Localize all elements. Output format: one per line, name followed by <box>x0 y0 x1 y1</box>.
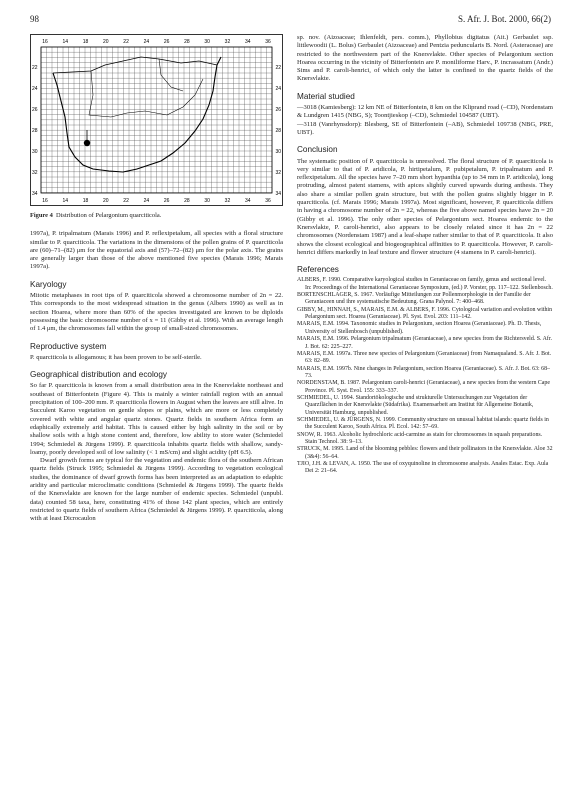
reference-item: ALBERS, F. 1990. Comparative karyological studies in Geraniaceae on family, genus and sectional level. In: Proceedings of the International Geraniaceae Symposium, (ed.) P. Vorster, pp. 117–122. Stellenbosch. <box>297 277 553 291</box>
longitude-tick-label: 16 <box>42 39 48 45</box>
longitude-tick-label: 16 <box>42 198 48 204</box>
latitude-tick-label: 24 <box>275 86 281 92</box>
reference-item: SNOW, R. 1963. Alcoholic hydrochloric acid-carmine as stain for chromosomes in squash preparations. Stain Technol. 38: 9–13. <box>297 431 543 445</box>
reference-item: NORDENSTAM, B. 1987. Pelargonium caroli-henrici (Geraniaceae), a new species from the western Cape Province. Pl. Syst. Evol. 155: 333–337. <box>297 380 550 394</box>
reference-item: BORTENSCHLAGER, S. 1967. Vorläufige Mitteilungen zur Pollenmorphologie in der Familie der Geraniaceen und ihre systematische Bedeutung. Grana Palynol. 7: 400–468. <box>297 292 531 306</box>
latitude-tick-label: 26 <box>275 107 281 113</box>
longitude-tick-label: 36 <box>265 198 271 204</box>
page-number: 98 <box>30 14 39 24</box>
longitude-tick-label: 26 <box>163 39 170 45</box>
longitude-tick-label: 24 <box>143 198 150 204</box>
karyology-paragraph: Mitotic metaphases in root tips of P. quarciticola showed a chromosome number of 2n = 22. This corresponds to the most widespread situation in the genus (Albers 1990) as well as in section Hoarea, where more than 60% of the species investigated are known to be diploids possessing the basic chromosome number of x = 11 (Gibby et al. 1996). With an average length of 1.4 μm, the chromosomes fall within the group of small-sized chromosomes. <box>30 292 283 333</box>
conclusion-paragraph: The systematic position of P. quarciticola is unresolved. The floral structure of P. quarciticola is very similar to that of P. aridicola, P. hirtipetalum, P. pubipetalum, P. tripalmatum and P. reflexipetalum. All the species have 7–20 mm short hypanthia (up to 34 mm in P. aridicola), long protruding, almost patent stamens, with apices slightly curved upwards during anthesis. They also share a similar pollen grain structure, but with the pollen grains slightly bigger in P. quarciticola. (cf. Marais 1996; Marais 1997a). Most significant, however, P. quarciticola differs in having a chromosome number of 2n = 22, whereas the five above named species have 2n = 20 (Gibby et al. 1996). The only other species of Pelargonium sect. Hoarea endemic to the Knersvlakte, P. caroli-henrici, also appears to be closely related since it has 2n = 22 chromosomes (Nordenstam 1987) and a leaf-shape rather similar to that of P. quarciticola. It also shows the closest ecological and biogeographical affinities to P. quarciticola. However, P. caroli-henrici differs markedly in leaf texture and flower structure (4 stamens in P. caroli-henrici). <box>297 157 553 256</box>
longitude-tick-label: 34 <box>244 198 251 204</box>
figure-caption-label: Figure 4 <box>30 212 53 219</box>
heading-material-studied: Material studied <box>297 91 355 101</box>
longitude-tick-label: 14 <box>62 39 69 45</box>
longitude-tick-label: 30 <box>204 39 210 45</box>
reference-item: TJIO, J.H. & LEVAN, A. 1950. The use of oxyquinoline in chromosome analysis. Anales Estac. Exp. Aula Dei 2: 21–64. <box>297 461 549 475</box>
heading-karyology: Karyology <box>30 279 67 289</box>
reference-item: MARAIS, E.M. 1997a. Three new species of Pelargonium (Geraniaceae) from Namaqualand. S. Afr. J. Bot. 63: 82–89. <box>297 350 552 365</box>
border-line-2 <box>89 71 203 117</box>
longitude-tick-label: 22 <box>123 39 129 45</box>
distribution-paragraph-1: So far P. quarciticola is known from a small distribution area in the Knersvlakte northeast and southeast of Bitterfontein (Figure 4). This is mainly a winter rainfall region with an annual precipitation of 100–200 mm. P. quarciticola flowers in August when the leaves are still alive. In Succulent Karoo vegetation on gentle slopes or plains, which are more or less completely covered with white and angular quartz stones. Quartz fields in southern Africa form an edaphically extremely arid habitat. This is caused either by high salinity in the soil or by shallow soils with a high stone content and, therefore, low ability to store water (Schmiedel 1994; Schmiedel & Jürgens 1999). P. quarciticola inhabits quartz fields with shallow, sandy-loamy, poorly developed soil of low salinity (< 1 mS/cm) and slight acidity (pH 6.5). <box>30 382 283 456</box>
longitude-tick-label: 20 <box>103 39 109 45</box>
latitude-tick-label: 24 <box>32 86 38 92</box>
latitude-tick-label: 32 <box>32 170 38 176</box>
longitude-tick-label: 28 <box>184 198 190 204</box>
reference-item: GIBBY, M., HINNAH, S., MARAIS, E.M. & ALBERS, F. 1996. Cytological variation and evolution within Pelargonium sect. Hoarea (Geraniaceae). Pl. Syst. Evol. 203: 111–142. <box>297 306 553 321</box>
longitude-tick-label: 32 <box>224 198 231 204</box>
longitude-tick-label: 22 <box>123 198 129 204</box>
longitude-tick-label: 36 <box>265 39 271 45</box>
latitude-tick-label: 22 <box>32 65 38 71</box>
distribution-paragraph-2: Dwarf growth forms are typical for the vegetation and endemic flora of the southern African quartz fields (Struck 1995; Schmiedel & Jürgens 1999). According to vegetation ecological studies, the dominance of dwarf growth forms has been interpreted as an adaptation to edaphic aridity and particular microclimatic conditions (Schmiedel & Jürgens 1999). The quartz fields of the Knersvlakte are known for the large number of endemic species. Schmiedel (unpubl. data) counted 58 taxa, here, constituting 41% of those 142 plant species, which are entirely restricted to quartz fields of southern Africa (Schmiedel & Jürgens 1999). P. quarciticola, along with at least Dicrocaulon <box>30 457 283 523</box>
left-column <box>30 34 283 524</box>
latitude-tick-label: 34 <box>275 191 281 197</box>
longitude-tick-label: 34 <box>244 39 251 45</box>
latitude-tick-label: 34 <box>32 191 38 197</box>
latitude-tick-label: 28 <box>275 128 281 134</box>
longitude-tick-label: 18 <box>82 198 89 204</box>
reference-item: SCHMIEDEL, U. 1994. Standortökologische und strukturelle Untersuchungen zur Vegetation der Quarzflächen in der Knersvlakte (Südafrika). Examensarbeit am Institut für Allgemeine Botanik, Universität Hamburg, unpublished. <box>297 394 534 416</box>
distribution-map-figure <box>30 34 283 206</box>
reference-item: STRUCK, M. 1995. Land of the blooming pebbles: flowers and their pollinators in the Knersvlakte. Aloe 32 (3&4): 56–64. <box>297 446 553 460</box>
specimen-entry-2: —3118 (Vanrhynsdorp): Blesberg, SE of Bitterfontein (–AB), Schmiedel 109738 (NBG, PRE, UBT). <box>297 120 553 136</box>
reproductive-paragraph: P. quarciticola is allogamous; it has been proven to be self-sterile. <box>30 353 202 361</box>
right-column <box>297 34 553 476</box>
reference-list <box>297 277 553 475</box>
longitude-tick-label: 32 <box>224 39 231 45</box>
reference-item: SCHMIEDEL, U. & JÜRGENS, N. 1999. Community structure on unusual habitat islands: quartz fields in the Succulent Karoo, South Africa. Pl. Ecol. 142: 57–69. <box>297 416 549 431</box>
heading-references: References <box>297 265 339 275</box>
longitude-tick-label: 30 <box>204 198 210 204</box>
journal-citation: S. Afr. J. Bot. 2000, 66(2) <box>457 14 551 24</box>
latitude-tick-label: 28 <box>32 128 38 134</box>
reference-item: MARAIS, E.M. 1997b. Nine changes in Pelargonium, section Hoarea (Geraniaceae). S. Afr. J. Bot. 63: 68–73. <box>297 365 550 379</box>
longitude-tick-label: 20 <box>103 198 109 204</box>
pollen-paragraph: 1997a), P. tripalmatum (Marais 1996) and P. reflexipetalum, all species with a floral structure similar to P. quarciticola. The variations in the dimensions of the pollen grains of P. quarciticola are (60)–71–(82) μm for the equatorial axis and (57)–72–(82) μm for the polar axis. The grains are generally larger than those of the above mentioned five species (Marais 1996; Marais 1997a). <box>30 230 283 271</box>
distribution-map <box>31 35 282 205</box>
heading-conclusion: Conclusion <box>297 145 338 155</box>
reference-item: MARAIS, E.M. 1994. Taxonomic studies in Pelargonium, section Hoarea (Geraniaceae). Ph. D. Thesis, University of Stellenbosch (unpublished). <box>297 321 542 335</box>
latitude-tick-label: 30 <box>32 149 38 155</box>
border-line-3 <box>159 59 183 91</box>
latitude-tick-label: 26 <box>32 107 38 113</box>
latitude-tick-label: 22 <box>275 65 281 71</box>
longitude-tick-label: 24 <box>143 39 150 45</box>
reference-item: MARAIS, E.M. 1996. Pelargonium tripalmatum (Geraniaceae), a new species from the Richtersveld. S. Afr. J. Bot. 62: 225–227. <box>297 336 552 350</box>
longitude-tick-label: 18 <box>82 39 89 45</box>
page-header <box>30 14 551 26</box>
specimen-entry-1: —3018 (Kamiesberg): 12 km NE of Bitterfontein, 8 km on the Kliprand road (–CD), Nordenstam & Lundgren 1415 (NBG, S); Toontjieskop (–CD), Schmiedel 104587 (UBT). <box>297 104 553 120</box>
heading-reproductive-system: Reproductive system <box>30 341 107 351</box>
longitude-tick-label: 26 <box>163 198 170 204</box>
heading-distribution: Geographical distribution and ecology <box>30 370 168 380</box>
longitude-tick-label: 14 <box>62 198 69 204</box>
longitude-tick-label: 28 <box>184 39 190 45</box>
latitude-tick-label: 32 <box>275 170 281 176</box>
border-line <box>53 57 217 73</box>
latitude-tick-label: 30 <box>275 149 281 155</box>
locality-marker <box>84 130 90 146</box>
figure-caption <box>30 212 283 220</box>
figure-caption-text: Distribution of Pelargonium quarciticola. <box>55 212 162 219</box>
continuation-paragraph: sp. nov. (Aizoaceae; Ihlenfeldt, pers. comm.), Phyllobius digitatus (Ait.) Gerbaulet ssp. littlewoodii (L. Bolus) Gerbaulet (Aizoaceae) and Pentzia peduncularis B. Nord. (Asteraceae) are restricted to the northwestern part of the Knersvlakte. Other species of Pelargonium section Hoarea occurring in the vicinity of Bitterfontein are P. moniliforme Harv., P. incrassatum (Andr.) Sims and P. caroli-henrici, of which only the latter is confined to the quartz fields of the Knersvlakte. <box>297 34 553 83</box>
